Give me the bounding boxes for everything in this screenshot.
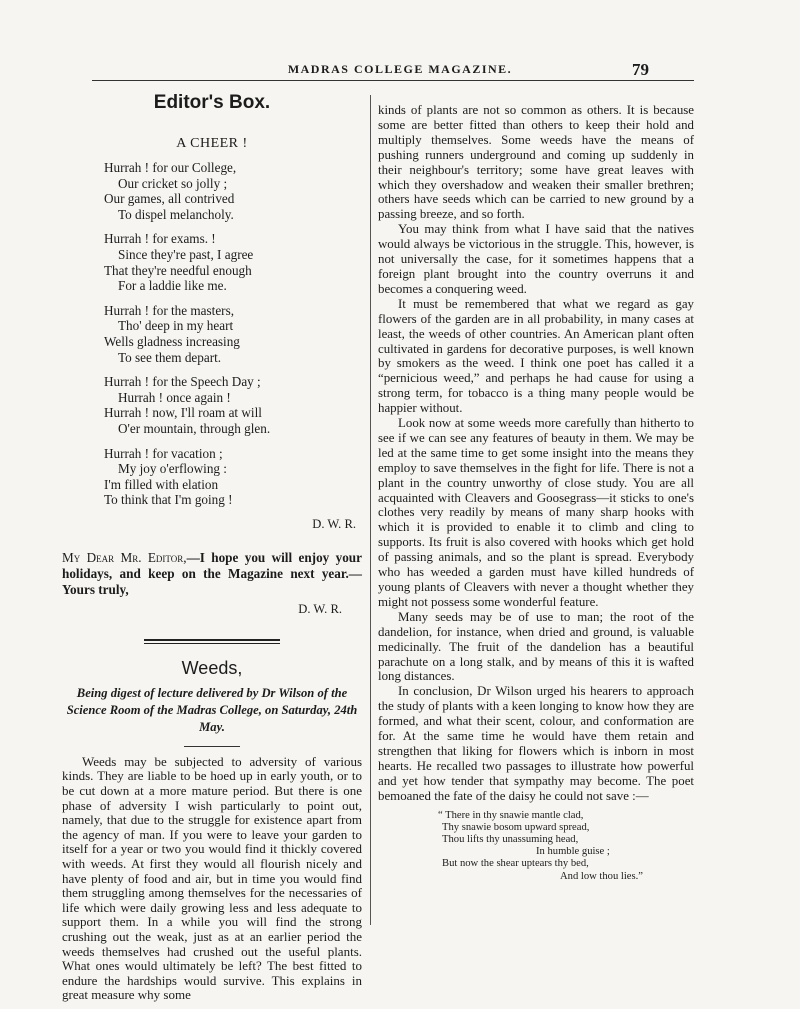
right-column [378,103,694,883]
letter-body: —I hope you will enjoy your holidays, and keep on the Magazine next year.—Yours truly, [62,549,362,597]
poem-line: Hurrah ! for the Speech Day ; [104,374,261,390]
weeds-paragraph: Many seeds may be of use to man; the root of the dandelion, for instance, when dried and ground, is valuable medicinally. The fruit of the dandelion has a beautiful parachute on a long stalk, and by means of this it is wafted long distances. [378,609,694,684]
poem-line: For a laddie like me. [118,278,227,294]
quote-line: In humble guise ; [536,846,610,858]
poem-line: Hurrah ! for our College, [104,160,237,175]
weeds-subtitle: Being digest of lecture delivered by Dr Wilson of the Science Room of the Madras College, on Saturday, 24th May. [66,685,358,734]
section-divider [144,639,280,644]
quote-line: Thy snawie bosom upward spread, [442,821,590,833]
weeds-paragraph: It must be remembered that what we regard as gay flowers of the garden are in all probability, in many cases at least, the weeds of other countries. An American plant often cultivated in gardens for decorative purposes, is well known by smokers as the weed. I think one poet has called it a “pernicious weed,” and perhaps he had cause for using a strong term, for tobacco is a thing many people would be happier without. [378,296,694,416]
quote-line: And low thou lies.” [560,870,643,882]
poem-quote [438,810,694,883]
poem-line: To dispel melancholy. [118,206,234,222]
poem-line: My joy o'erflowing : [118,461,227,477]
subtitle-rule [184,746,240,747]
poem-line: I'm filled with elation [104,476,219,492]
weeds-paragraph: kinds of plants are not so common as others. It is because some are better fitted than others to keep their hold and multiply themselves. Some weeds have the means of pushing runners underground and coming up suddenly in their neighbour's territory; some have great leaves with which they overshadow and weaken their smaller brethren; others have seeds which can be carried to new ground by a passing breeze, and so forth. [378,103,694,222]
poem-line: To think that I'm going ! [104,492,233,508]
weeds-paragraph: You may think from what I have said that the natives would always be victorious in the struggle. This, however, is not universally the case, for it sometimes happens that a foreign plant brought into the country overruns it and becomes a conquering weed. [378,222,694,296]
weeds-paragraph: Weeds may be subjected to adversity of various kinds. They are liable to be hoed up in early youth, or to be cut down at a more mature period. But there is one phase of adversity I wish particularly to point out, namely, that due to the struggle for existence apart from the agency of man. If you were to leave your garden to itself for a year or two you would find it thickly covered with weeds. At first they would all flourish nicely and have plenty of food and air, but in time you would find them struggling among themselves for the necessaries of life which were daily growing less and less adequate to support them. In a while you will find the strong crushing out the weak, just as at an earlier period the weeds themselves had crushed out the useful plants. What ones would ultimately be left? The best fitted to endure the hardships would survive. This explains in great measure why some [62,753,362,1003]
poem-line: Hurrah ! for the masters, [104,302,234,318]
poem-signature: D. W. R. [312,516,356,531]
poem-line: O'er mountain, through glen. [118,420,271,436]
poem-line: Hurrah ! once again ! [118,389,231,405]
poem-line: Hurrah ! for exams. ! [104,231,216,247]
poem-stanza [104,160,362,222]
poem-line: Hurrah ! for vacation ; [104,445,223,461]
poem-stanza [104,303,362,365]
running-head: MADRAS COLLEGE MAGAZINE. [287,62,513,76]
weeds-title: Weeds, [181,657,243,678]
header-rule [92,80,694,81]
poem-line: To see them depart. [118,349,222,365]
letter-signature: D. W. R. [298,601,342,616]
poem-line: Our games, all contrived [104,191,235,207]
quote-line: “ There in thy snawie mantle clad, [438,809,584,821]
weeds-paragraph: Look now at some weeds more carefully than hitherto to see if we can see any features of beauty in them. We may be led at the same time to get some insight into the means they employ to save themselves in the fight for life. There is not a plant in the country unworthy of close study. You are all acquainted with Cleavers and Goosegrass—it sticks to one's clothes very readily by means of many sharp hooks with which it is provided to enable it to climb and cling to supports. Its fruit is also covered with hooks which get hold of passing animals, and so the plant is spread. Everybody who has weeded a garden must have killed hundreds of young plants of Cleavers with never a thought whether they might not possess some wonderful feature. [378,416,694,609]
page-number: 79 [632,60,649,79]
quote-line: Thou lifts thy unassuming head, [442,834,579,845]
poem-stanza [104,231,362,293]
poem-stanza [104,446,362,508]
poem-line: Tho' deep in my heart [118,318,234,334]
poem-line: Since they're past, I agree [118,246,254,262]
poem-title: A CHEER ! [176,136,248,151]
editor-letter [62,550,362,598]
quote-line: But now the shear uptears thy bed, [442,858,589,870]
poem-stanza [104,374,362,436]
letter-salutation: My Dear Mr. Editor, [62,549,187,565]
editors-box-title: Editor's Box. [153,92,271,113]
weeds-paragraph: In conclusion, Dr Wilson urged his hearers to approach the study of plants with a keen longing to know how they are formed, and what their scent, colour, and conformation are for. At the same time he would have them retain and strengthen that liking for flowers which is inborn in most hearts. He recalled two passages to illustrate how powerful and yet how tender that sympathy may become. The poet bemoaned the fate of the daisy he could not save :— [378,684,694,803]
poem-line: Our cricket so jolly ; [118,175,228,191]
left-column [62,92,362,1003]
poem-line: Hurrah ! now, I'll roam at will [104,405,262,421]
poem-line: Wells gladness increasing [104,333,240,349]
column-divider [370,95,371,925]
poem-line: That they're needful enough [104,262,252,278]
